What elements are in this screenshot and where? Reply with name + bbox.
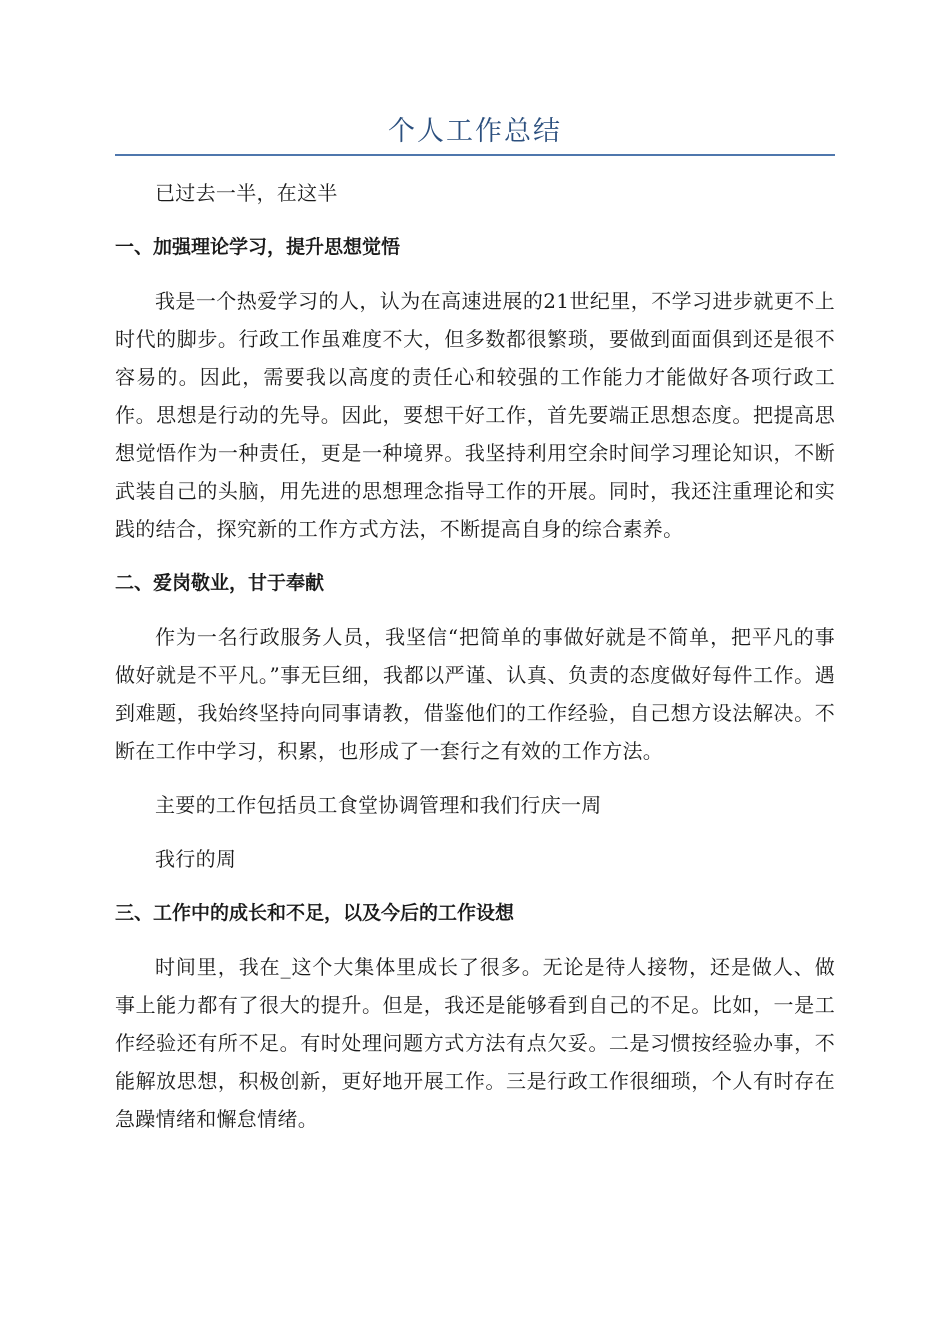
- intro-paragraph: 已过去一半，在这半: [155, 181, 338, 205]
- section-2-paragraph: 作为一名行政服务人员，我坚信“把简单的事做好就是不简单，把平凡的事做好就是不平凡。”事无巨细，我都以严谨、认真、负责的态度做好每件工作。遇到难题，我始终坚持向同事请教，借鉴他们的工作经验，自己想方设法解决。不断在工作中学习，积累，也形成了一套行之有效的工作方法。: [115, 625, 835, 763]
- section-heading-2: 二、爱岗敬业，甘于奉献: [115, 572, 325, 594]
- section-3-paragraph: 时间里，我在_这个大集体里成长了很多。无论是待人接物，还是做人、做事上能力都有了很大的提升。但是，我还是能够看到自己的不足。比如，一是工作经验还有所不足。有时处理问题方式方法有点欠妥。二是习惯按经验办事，不能解放思想，积极创新，更好地开展工作。三是行政工作很细琐，个人有时存在急躁情绪和懈怠情绪。: [115, 955, 835, 1131]
- title-underline: [115, 154, 835, 156]
- section-2-note-2: 我行的周: [155, 847, 237, 871]
- document-body: [115, 174, 835, 1138]
- section-1-paragraph: 我是一个热爱学习的人，认为在高速进展的21世纪里，不学习进步就更不上时代的脚步。行政工作虽难度不大，但多数都很繁琐，要做到面面俱到还是很不容易的。因此，需要我以高度的责任心和较强的工作能力才能做好各项行政工作。思想是行动的先导。因此，要想干好工作，首先要端正思想态度。把提高思想觉悟作为一种责任，更是一种境界。我坚持利用空余时间学习理论知识，不断武装自己的头脑，用先进的思想理念指导工作的开展。同时，我还注重理论和实践的结合，探究新的工作方式方法，不断提高自身的综合素养。: [115, 289, 835, 541]
- section-heading-1: 一、加强理论学习，提升思想觉悟: [115, 236, 401, 258]
- page-title: 个人工作总结: [388, 116, 562, 147]
- section-heading-3: 三、工作中的成长和不足，以及今后的工作设想: [115, 902, 515, 924]
- section-2-note-1: 主要的工作包括员工食堂协调管理和我们行庆一周: [155, 793, 602, 817]
